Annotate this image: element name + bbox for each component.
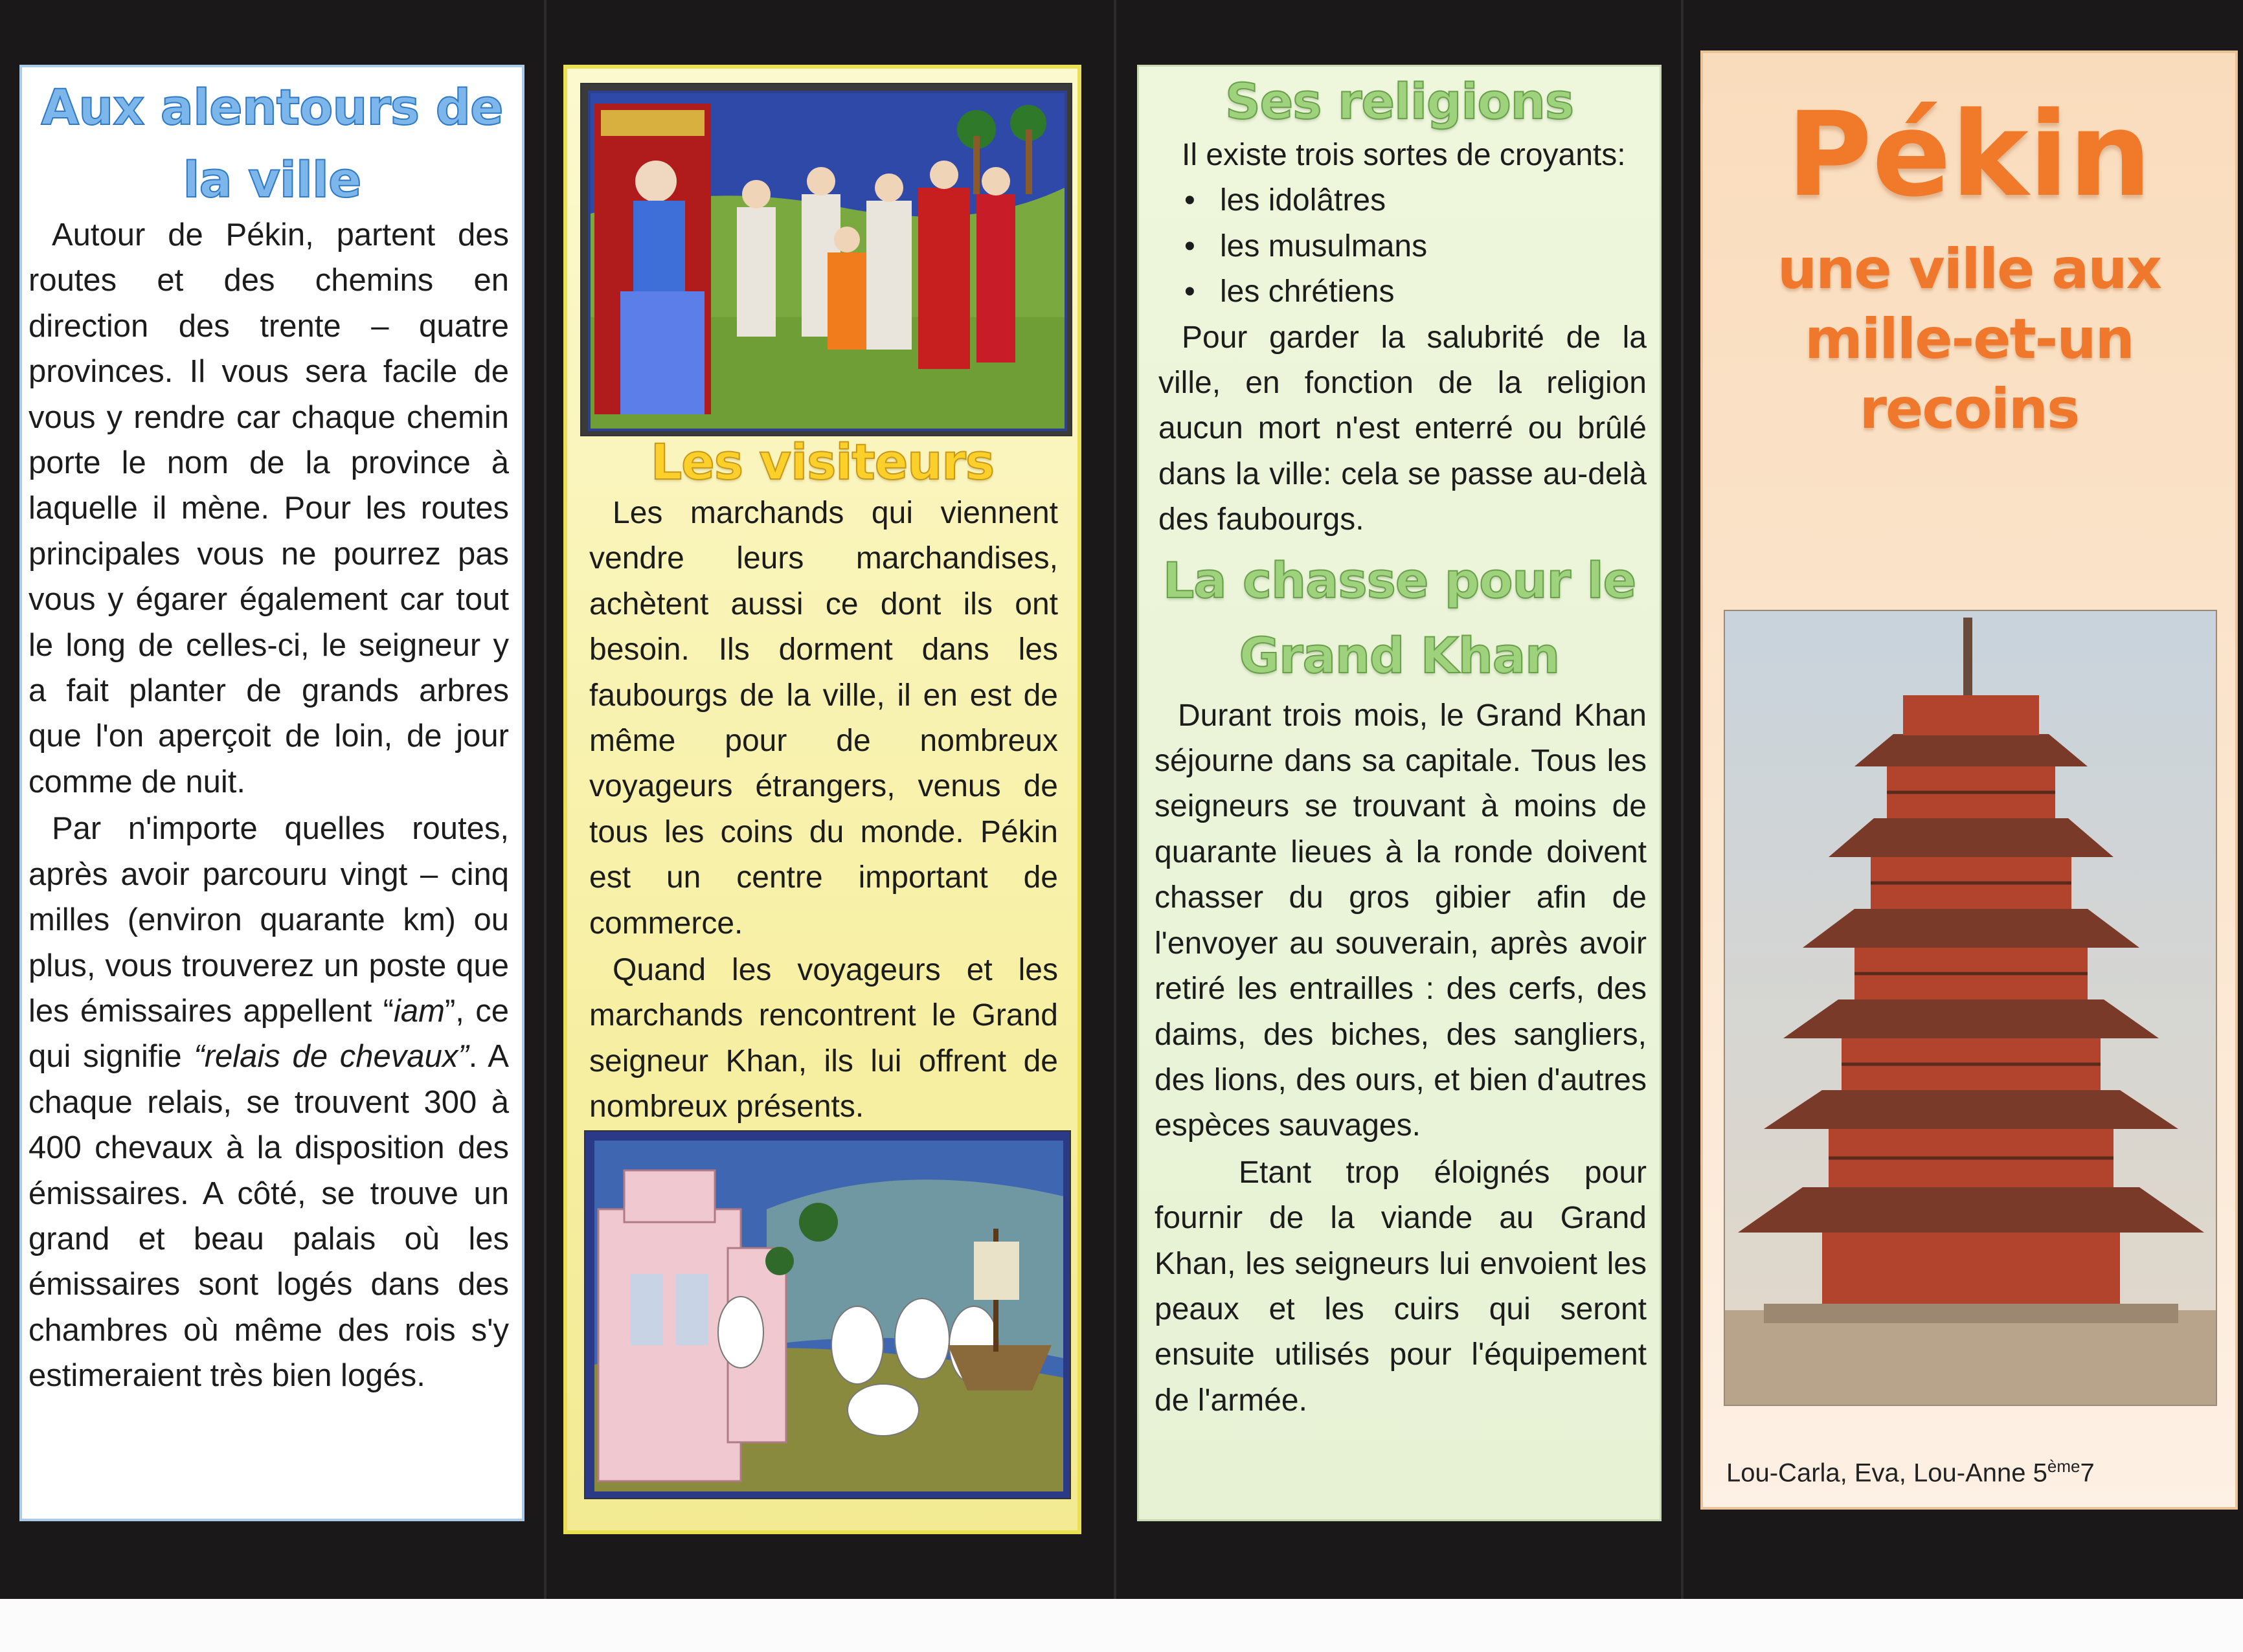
miniature-court-illustration — [580, 83, 1072, 436]
harbour-scene-image — [585, 1132, 1071, 1499]
visitors-text — [589, 491, 1058, 1130]
paragraph-presents: Quand les voyageurs et les marchands rencontrent le Grand seigneur Khan, ils lui offrent de nombreux présents. — [589, 953, 1058, 1124]
panel-religions — [1137, 65, 1662, 1521]
title-visitors: Les visiteurs — [650, 433, 995, 491]
fold-line — [544, 0, 547, 1599]
paragraph-believers-intro: Il existe trois sortes de croyants: — [1182, 138, 1626, 172]
religions-text — [1139, 133, 1660, 543]
cover-title: Pékin — [1787, 87, 2152, 223]
believers-list — [1158, 178, 1647, 315]
title-religions: Ses religions — [1224, 73, 1574, 130]
pagoda-photo — [1724, 610, 2217, 1406]
authors-credit: Lou-Carla, Eva, Lou-Anne 5ème7 — [1726, 1457, 2095, 1488]
cover-subtitle: une ville aux mille-et-un recoins — [1777, 237, 2161, 441]
pagoda-image — [1725, 611, 2217, 1406]
panel-cover — [1700, 50, 2238, 1510]
list-item: • les chrétiens — [1184, 269, 1647, 315]
paragraph-hunt: Durant trois mois, le Grand Khan séjourne dans sa capitale. Tous les seigneurs se trouvant à moins de quarante lieues à la ronde doivent chasser du gros gibier afin de l'envoyer au souverain, après avoir retiré les entrailles : des cerfs, des daims, des biches, des sangliers, des lions, des ours, et bien d'autres espèces sauvages. — [1155, 698, 1647, 1143]
list-item: • les musulmans — [1184, 224, 1647, 269]
surroundings-text — [22, 212, 522, 1399]
panel-surroundings — [19, 65, 524, 1521]
hunt-text — [1139, 693, 1660, 1424]
paragraph-relais: Par n'importe quelles routes, après avoir parcouru vingt – cinq milles (environ quarante km) ou plus, vous trouverez un poste que les émissaires appellent “iam”, ce qui signifie “relais de chevaux”. A chaque relais, se trouvent 300 à 400 chevaux à la disposition des émissaires. A côté, se trouve un grand et beau palais où les émissaires sont logés dans des chambres où même des rois s'y estimeraient très bien logés. — [28, 811, 509, 1394]
paragraph-skins: Etant trop éloignés pour fournir de la viande au Grand Khan, les seigneurs lui envoient les peaux et les cuirs qui seront ensuite utilisés pour l'équipement de l'armée. — [1155, 1155, 1647, 1418]
court-scene-image — [581, 84, 1072, 436]
paragraph-salubrity: Pour garder la salubrité de la ville, en fonction de la religion aucun mort n'est enterré ou brûlé dans la ville: cela se passe au-delà des faubourgs. — [1158, 320, 1647, 537]
paragraph-routes: Autour de Pékin, partent des routes et des chemins en direction des trente – quatre provinces. Il vous sera facile de vous y rendre car chaque chemin porte le nom de la province à laquelle il mène. Pour les routes principales vous ne pourrez pas vous y égarer également car tout le long de celles-ci, le seigneur y a fait planter de grands arbres que l'on aperçoit de loin, de jour comme de nuit. — [28, 218, 509, 799]
fold-line — [1114, 0, 1116, 1599]
title-hunt: La chasse pour le Grand Khan — [1162, 551, 1636, 684]
paragraph-merchants: Les marchands qui viennent vendre leurs marchandises, achètent aussi ce dont ils ont besoin. Ils dorment dans les faubourgs de la ville, il en est de même pour de nombreux voyageurs étrangers, venus de tous les coins du monde. Pékin est un centre important de commerce. — [589, 496, 1058, 941]
title-surroundings: Aux alentours de la ville — [41, 78, 503, 208]
fold-line — [1681, 0, 1684, 1599]
panel-visitors — [563, 65, 1081, 1534]
miniature-harbour-illustration — [584, 1130, 1071, 1499]
list-item: • les idolâtres — [1184, 178, 1647, 223]
